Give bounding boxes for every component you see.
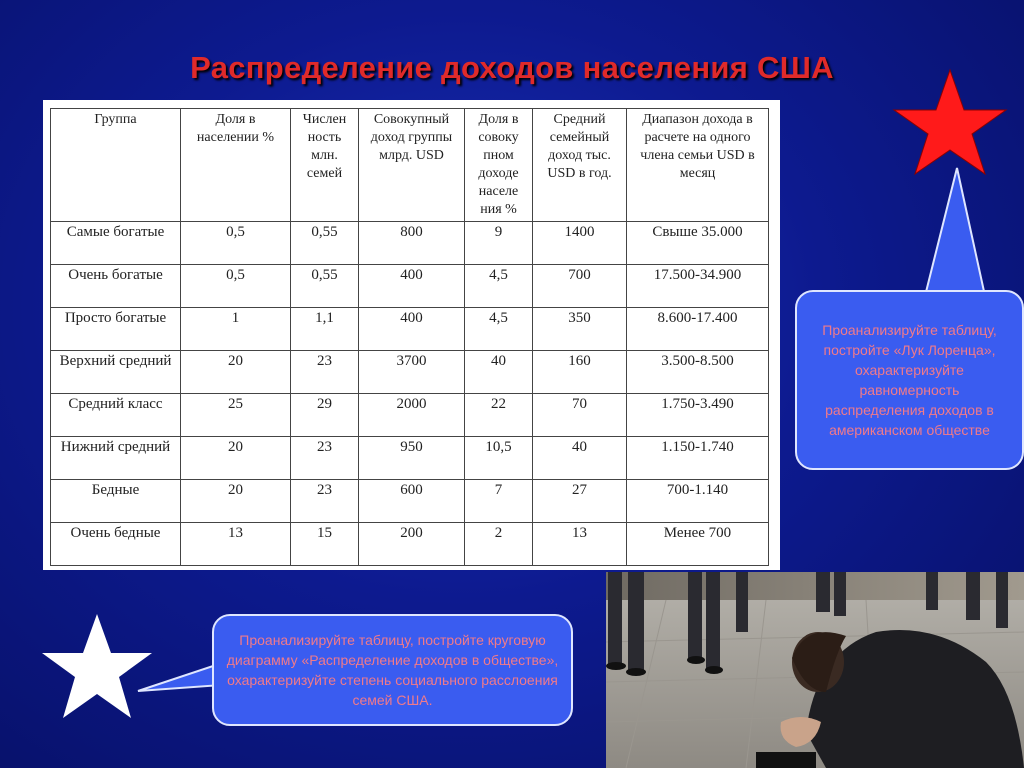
- table-cell: 400: [359, 308, 465, 351]
- street-beggar-photo: [606, 572, 1024, 768]
- table-cell: 0,55: [291, 265, 359, 308]
- slide-title: Распределение доходов населения США: [190, 50, 834, 85]
- right-callout-pointer: [905, 162, 1024, 302]
- header-population-share: Доля в населении %: [181, 109, 291, 222]
- income-table: [50, 108, 769, 566]
- table-row: [51, 222, 769, 265]
- table-cell: 350: [533, 308, 627, 351]
- bottom-callout-text: Проанализируйте таблицу, постройте круговую диаграмму «Распределение доходов в обществе», охарактеризуйте степень социального расслоения семей США.: [226, 632, 559, 708]
- table-cell: 10,5: [465, 437, 533, 480]
- table-cell: Средний класс: [51, 394, 181, 437]
- table-cell: 29: [291, 394, 359, 437]
- table-cell: 20: [181, 437, 291, 480]
- table-cell: Бедные: [51, 480, 181, 523]
- table-cell: 600: [359, 480, 465, 523]
- table-cell: 4,5: [465, 265, 533, 308]
- table-cell: 3.500-8.500: [627, 351, 769, 394]
- table-row: [51, 265, 769, 308]
- table-cell: 25: [181, 394, 291, 437]
- table-cell: 17.500-34.900: [627, 265, 769, 308]
- table-cell: 23: [291, 437, 359, 480]
- table-cell: 20: [181, 480, 291, 523]
- header-total-income: Совокупный доход группы млрд. USD: [359, 109, 465, 222]
- table-row: [51, 394, 769, 437]
- table-cell: 800: [359, 222, 465, 265]
- table-cell: 70: [533, 394, 627, 437]
- header-average-income: Средний семейный доход тыс. USD в год.: [533, 109, 627, 222]
- header-families-count: Числен ность млн. семей: [291, 109, 359, 222]
- table-cell: 7: [465, 480, 533, 523]
- table-row: [51, 480, 769, 523]
- table-cell: 700-1.140: [627, 480, 769, 523]
- table-cell: 9: [465, 222, 533, 265]
- table-cell: Самые богатые: [51, 222, 181, 265]
- table-cell: 400: [359, 265, 465, 308]
- table-cell: 1400: [533, 222, 627, 265]
- table-cell: 160: [533, 351, 627, 394]
- right-callout-text: Проанализируйте таблицу, постройте «Лук Лоренца», охарактеризуйте равномерность распределения доходов в американском обществе: [822, 322, 997, 438]
- header-income-range: Диапазон дохода в расчете на одного члена семьи USD в месяц: [627, 109, 769, 222]
- table-cell: 22: [465, 394, 533, 437]
- table-cell: Свыше 35.000: [627, 222, 769, 265]
- table-row: [51, 308, 769, 351]
- table-cell: 2000: [359, 394, 465, 437]
- table-cell: 8.600-17.400: [627, 308, 769, 351]
- table-cell: 200: [359, 523, 465, 566]
- table-row: [51, 437, 769, 480]
- table-cell: Просто богатые: [51, 308, 181, 351]
- income-table-panel: [43, 100, 780, 570]
- table-cell: Очень бедные: [51, 523, 181, 566]
- table-cell: 700: [533, 265, 627, 308]
- table-cell: 23: [291, 480, 359, 523]
- table-cell: 1.750-3.490: [627, 394, 769, 437]
- table-cell: 0,55: [291, 222, 359, 265]
- header-group: Группа: [51, 109, 181, 222]
- table-cell: Верхний средний: [51, 351, 181, 394]
- table-header-row: [51, 109, 769, 222]
- table-cell: 4,5: [465, 308, 533, 351]
- table-cell: 20: [181, 351, 291, 394]
- table-cell: 1,1: [291, 308, 359, 351]
- table-cell: 13: [181, 523, 291, 566]
- bottom-callout-bubble: [212, 614, 573, 726]
- table-cell: 27: [533, 480, 627, 523]
- table-cell: 1: [181, 308, 291, 351]
- table-cell: 40: [465, 351, 533, 394]
- right-callout-bubble: [795, 290, 1024, 470]
- table-cell: 1.150-1.740: [627, 437, 769, 480]
- table-cell: 0,5: [181, 222, 291, 265]
- table-cell: 13: [533, 523, 627, 566]
- table-cell: 2: [465, 523, 533, 566]
- header-income-share: Доля в совоку пном доходе населе ния %: [465, 109, 533, 222]
- table-row: [51, 523, 769, 566]
- table-cell: 40: [533, 437, 627, 480]
- table-cell: 0,5: [181, 265, 291, 308]
- table-cell: Менее 700: [627, 523, 769, 566]
- table-row: [51, 351, 769, 394]
- table-cell: 15: [291, 523, 359, 566]
- table-cell: Нижний средний: [51, 437, 181, 480]
- table-cell: 3700: [359, 351, 465, 394]
- table-cell: Очень богатые: [51, 265, 181, 308]
- table-cell: 950: [359, 437, 465, 480]
- table-cell: 23: [291, 351, 359, 394]
